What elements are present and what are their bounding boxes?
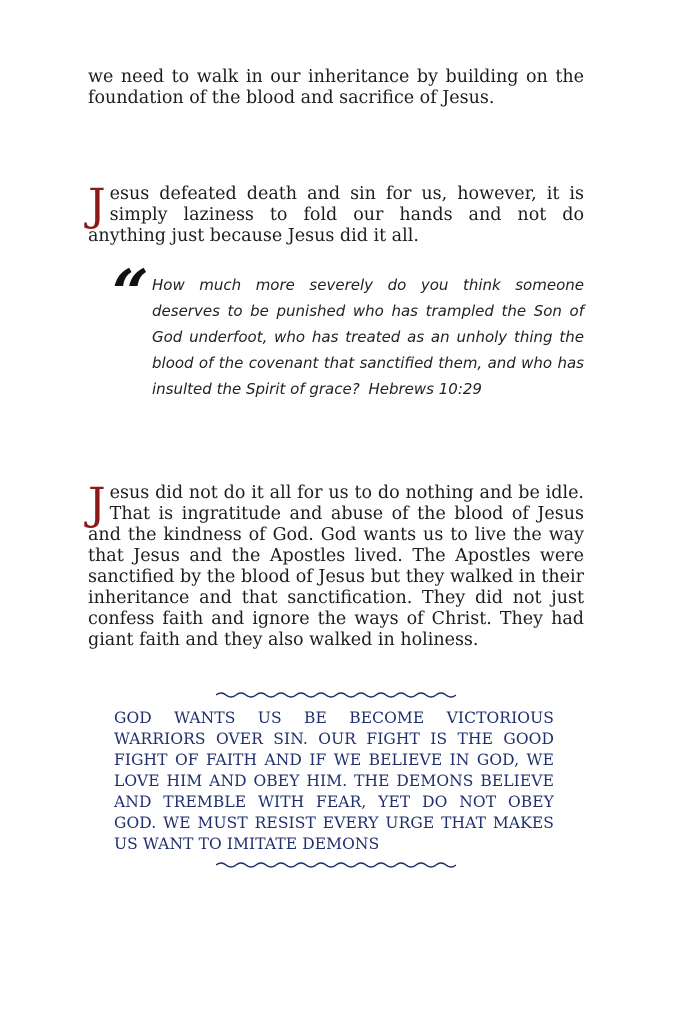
wave-divider-bottom: [216, 860, 456, 870]
paragraph-text: we need to walk in our inheritance by building on the foundation of the blood and sacrifice of Jesus.: [88, 67, 584, 108]
callout-box: [114, 708, 554, 855]
wave-divider-top: [216, 690, 456, 700]
paragraph-inheritance: [88, 67, 584, 109]
quote-mark-icon: “: [112, 256, 149, 331]
paragraph-defeated-death: [88, 180, 584, 247]
drop-cap: J: [88, 180, 106, 231]
quote-text: [152, 272, 584, 402]
quote-reference: Hebrews 10:29: [368, 380, 482, 398]
paragraph-text: esus did not do it all for us to do nothing and be idle. That is ingratitude and abuse of the blood of Jesus and the kindness of God. God wants us to live the way that Jesus and the Apostles lived. The Apostles were sanctified by the blood of Jesus but they walked in their inheritance and that sanctification. They did not just confess faith and ignore the ways of Christ. They had giant faith and they also walked in holiness.: [88, 483, 584, 650]
drop-cap: J: [88, 479, 106, 530]
paragraph-text: esus defeated death and sin for us, however, it is simply laziness to fold our hands and not do anything just because Jesus did it all.: [88, 184, 584, 246]
quote-body: How much more severely do you think someone deserves to be punished who has trampled the Son of God underfoot, who has treated as an unholy thing the blood of the covenant that sanctified them, and who has insulted the Spirit of grace?: [152, 276, 584, 398]
callout-text: GOD WANTS US BE BECOME VICTORIOUS WARRIORS OVER SIN. OUR FIGHT IS THE GOOD FIGHT OF FAITH AND IF WE BELIEVE IN GOD, WE LOVE HIM AND OBEY HIM. THE DEMONS BELIEVE AND TREMBLE WITH FEAR, YET DO NOT OBEY GOD. WE MUST RESIST EVERY URGE THAT MAKES US WANT TO IMITATE DEMONS: [114, 709, 554, 853]
paragraph-not-idle: [88, 479, 584, 651]
